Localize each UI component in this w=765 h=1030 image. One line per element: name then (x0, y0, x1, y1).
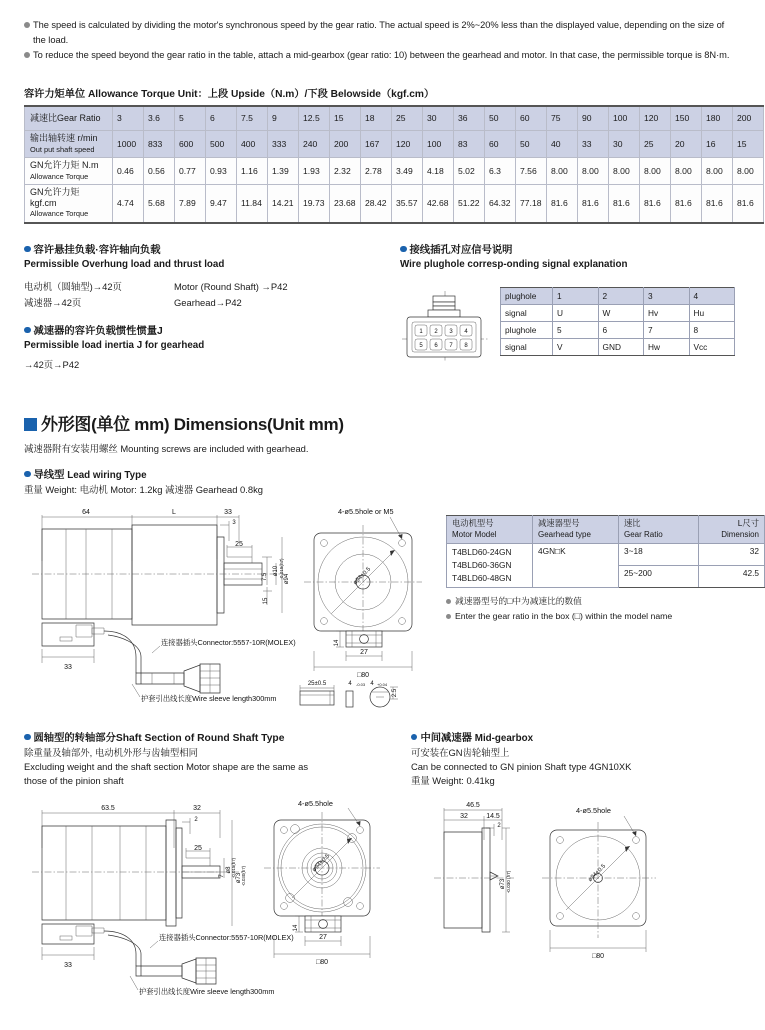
mid-gearbox-title-cn: 中间减速器 (420, 732, 472, 744)
lead-wiring-body (24, 501, 759, 716)
torque-row-label: GN允许力矩 N.m Allowance Torque (25, 158, 113, 185)
blue-bullet-icon (24, 327, 31, 334)
lead-wiring-title-en: Lead wiring Type (67, 469, 147, 481)
overhung-ref-cn: 减速器→42页 (24, 296, 82, 308)
overhung-column (24, 244, 400, 372)
torque-cell: 90 (578, 106, 609, 131)
dim-14b: 14 (293, 924, 299, 931)
torque-cell: 200 (733, 106, 764, 131)
model-table-block (446, 501, 765, 716)
plughole-cell: Hu (689, 304, 735, 321)
torque-cell: 120 (640, 106, 671, 131)
pcd-label-3: ø94±0.5 (587, 862, 608, 883)
torque-cell: 40 (547, 131, 578, 158)
model-table-header-row (447, 515, 765, 543)
torque-cell: 7.89 (175, 185, 206, 223)
torque-cell: 150 (671, 106, 702, 131)
note-text: To reduce the speed beyond the gear ratio in the table, attach a mid-gearbox (gear ratio: 10) between the gearhead and motor. In that case, the permissible torque is 8N·m. (33, 50, 730, 60)
bottom-sections (24, 732, 735, 788)
round-shaft-drawing (24, 798, 424, 996)
dim-63-5: 63.5 (101, 804, 115, 812)
bottom-drawings (24, 798, 735, 996)
torque-cell: 100 (423, 131, 454, 158)
plughole-row (501, 338, 735, 355)
dim-d73b-tol: -0.030 (h7) (506, 870, 511, 893)
plughole-cell: 8 (689, 321, 735, 338)
torque-cell: 51.22 (454, 185, 485, 223)
torque-cell: 81.6 (578, 185, 609, 223)
torque-cell: 2.78 (361, 158, 392, 185)
torque-cell: 75 (547, 106, 578, 131)
connector-pin-label: 2 (434, 328, 438, 335)
torque-table-caption: 容许力矩单位 Allowance Torque Unit：上段 Upside（N.m）/下段 Belowside（kgf.cm） (24, 88, 435, 100)
note-text: The speed is calculated by dividing the motor's synchronous speed by the gear ratio. The actual speed is 2%~20% less than the displayed value, depending on the size of the load. (33, 20, 725, 45)
torque-cell: 64.32 (485, 185, 516, 223)
plughole-cell: 3 (644, 287, 690, 304)
model-table-header-cell: 减速器型号 Gearhead type (533, 515, 619, 543)
dim-key4b: 4 (370, 680, 374, 687)
torque-cell: 167 (361, 131, 392, 158)
plughole-title (400, 244, 735, 258)
torque-cell: 50 (485, 106, 516, 131)
torque-cell: 3.6 (144, 106, 175, 131)
dim-d8: ø8 (226, 865, 232, 874)
mid-gearbox-title (411, 732, 735, 746)
torque-cell: 36 (454, 106, 485, 131)
blue-square-icon (24, 418, 37, 431)
sleeve-label: 护套引出线长度Wire sleeve length300mm (141, 693, 277, 703)
torque-cell: 100 (609, 106, 640, 131)
torque-cell: 6.3 (485, 158, 516, 185)
info-columns (24, 244, 735, 372)
model-table-header-cell: 速比 Gear Ratio (619, 515, 699, 543)
torque-cell: 1.16 (237, 158, 268, 185)
overhung-title-cn: 容许悬挂负载·容许轴向负载 (33, 244, 161, 256)
torque-cell: 30 (609, 131, 640, 158)
torque-cell: 6 (206, 106, 237, 131)
round-shaft-title (24, 732, 411, 746)
blue-bullet-icon (400, 246, 407, 253)
torque-cell: 8.00 (702, 158, 733, 185)
torque-cell: 81.6 (609, 185, 640, 223)
dim-key4b-tol: +0.04 (377, 681, 388, 687)
plughole-cell: Vcc (689, 338, 735, 355)
bullet-dot-icon (24, 52, 30, 58)
torque-cell: 240 (299, 131, 330, 158)
bullet-dot-icon (24, 22, 30, 28)
torque-cell: 18 (361, 106, 392, 131)
torque-cell: 180 (702, 106, 733, 131)
torque-cell: 8.00 (578, 158, 609, 185)
overhung-ref-en: Gearhead→P42 (174, 296, 242, 308)
dim-L: L (172, 508, 176, 516)
torque-cell: 4.74 (113, 185, 144, 223)
dim-46-5: 46.5 (466, 801, 480, 809)
mid-gearbox-section (411, 732, 735, 788)
pcd-label: ø94±0.5 (352, 565, 373, 586)
dim-d73b: ø73 (500, 878, 506, 889)
torque-cell: 500 (206, 131, 237, 158)
dim-32b: 32 (460, 812, 468, 820)
torque-table-row (25, 131, 764, 158)
torque-cell: 30 (423, 106, 454, 131)
torque-cell: 23.68 (330, 185, 361, 223)
plughole-cell: 7 (644, 321, 690, 338)
torque-cell: 42.68 (423, 185, 454, 223)
model-note-cn: 减速器型号的□中为减速比的数值 (455, 595, 582, 606)
lead-wiring-title-cn: 导线型 (33, 469, 65, 481)
torque-cell: 60 (485, 131, 516, 158)
dim-key4a-tol: -0.03 (356, 681, 366, 687)
model-dimension: 42.5 (699, 565, 765, 587)
model-gearhead-type: 4GN□K (533, 543, 619, 587)
torque-table (24, 105, 764, 224)
lead-wiring-weight: 重量 Weight: 电动机 Motor: 1.2kg 减速器 Gearhead 0.8kg (24, 483, 263, 495)
torque-cell: 7.56 (516, 158, 547, 185)
mid-gearbox-title-en: Mid-gearbox (474, 732, 534, 744)
torque-cell: 8.00 (547, 158, 578, 185)
torque-cell: 0.46 (113, 158, 144, 185)
torque-cell: 33 (578, 131, 609, 158)
dim-25b: 25 (194, 844, 202, 852)
dim-key25: 25±0.5 (307, 680, 327, 687)
dim-15: 15 (263, 597, 269, 604)
dim-14: 14 (334, 639, 340, 646)
overhung-title (24, 244, 400, 258)
torque-cell: 81.6 (547, 185, 578, 223)
dim-33b: 33 (64, 961, 72, 969)
round-shaft-line-cn: 除重量及轴部外, 电动机外形与齿轴型相同 (24, 746, 198, 758)
dimensions-title (24, 410, 735, 435)
torque-cell: 50 (516, 131, 547, 158)
plughole-cell: Hv (644, 304, 690, 321)
torque-cell: 0.77 (175, 158, 206, 185)
dim-d10-tol: -0.015(h7) (279, 557, 284, 580)
note-item (24, 18, 735, 47)
round-shaft-line-en1: Excluding weight and the shaft section Motor shape are the same as (24, 760, 309, 772)
torque-cell: 15 (330, 106, 361, 131)
plughole-row-key: signal (501, 304, 553, 321)
model-dimension: 32 (699, 543, 765, 565)
model-table-header-cell: 电动机型号 Motor Model (447, 515, 533, 543)
lead-wiring-title (24, 469, 735, 483)
torque-cell: 8.00 (671, 158, 702, 185)
plughole-content (400, 287, 735, 363)
torque-cell: 7.5 (237, 106, 268, 131)
plughole-cell: U (553, 304, 599, 321)
plughole-cell: 2 (598, 287, 644, 304)
overhung-ref-cn: 电动机（圆轴型)→42页 (24, 280, 122, 292)
connector-pin-label: 5 (419, 342, 423, 349)
model-table-row (447, 543, 765, 565)
sleeve-label-2: 护套引出线长度Wire sleeve length300mm (139, 986, 275, 996)
overhung-ref-row (24, 295, 400, 311)
lead-wiring-drawings (24, 501, 434, 716)
inertia-title (24, 325, 400, 339)
dim-key25h: 2.5 (392, 688, 398, 697)
hole-label-3: 4-ø5.5hole (576, 805, 611, 815)
dim-14-5: 14.5 (486, 812, 500, 820)
dim-d10: ø10 (273, 565, 279, 576)
dim-27b: 27 (319, 933, 327, 941)
torque-row-label: GN允许力矩 kgf.cm Allowance Torque (25, 185, 113, 223)
plughole-cell: V (553, 338, 599, 355)
torque-cell: 83 (454, 131, 485, 158)
connector-pin-label: 6 (434, 342, 438, 349)
torque-cell: 8.00 (640, 158, 671, 185)
pcd-label-2: ø94±0.5 (311, 852, 332, 873)
connector-label: 连接器插头Connector:5557-10R(MOLEX) (161, 637, 296, 647)
dim-key4a: 4 (348, 680, 352, 687)
connector-diagram (400, 291, 490, 363)
torque-cell: 200 (330, 131, 361, 158)
torque-cell: 1000 (113, 131, 144, 158)
torque-cell: 5.02 (454, 158, 485, 185)
inertia-title-en: Permissible load inertia J for gearhead (24, 339, 205, 351)
dim-2b: 2 (497, 822, 501, 829)
torque-cell: 81.6 (733, 185, 764, 223)
plughole-cell: Hw (644, 338, 690, 355)
torque-cell: 1.39 (268, 158, 299, 185)
torque-cell: 81.6 (640, 185, 671, 223)
torque-table-row (25, 106, 764, 131)
dim-27: 27 (360, 648, 368, 656)
blue-bullet-icon (24, 471, 31, 478)
hole-label-2: 4-ø5.5hole (298, 798, 333, 808)
inertia-title-cn: 减速器的容许负载惯性惯量J (33, 325, 163, 337)
torque-cell: 14.21 (268, 185, 299, 223)
dim-3: 3 (232, 519, 236, 526)
dim-d8-tol: -0.015(h7) (231, 857, 236, 878)
dim-d73-tol: -0.030(h7) (241, 865, 246, 886)
connector-pin-label: 7 (449, 342, 453, 349)
dim-64: 64 (82, 508, 90, 516)
torque-cell: 8.00 (733, 158, 764, 185)
bullet-dot-icon (446, 599, 451, 604)
blue-bullet-icon (411, 734, 418, 741)
overhung-ref-row (24, 279, 400, 295)
torque-cell: 15 (733, 131, 764, 158)
torque-cell: 600 (175, 131, 206, 158)
dim-sq80b: □80 (315, 958, 329, 966)
inertia-ref: →42页→P42 (24, 358, 80, 370)
plughole-cell: GND (598, 338, 644, 355)
connector-pin-label: 1 (419, 328, 423, 335)
torque-cell: 400 (237, 131, 268, 158)
round-shaft-section (24, 732, 411, 788)
dim-d94: ø94 (284, 573, 290, 584)
top-notes (24, 0, 735, 63)
torque-row-label: 减速比Gear Ratio (25, 106, 113, 131)
plughole-row-key: plughole (501, 287, 553, 304)
plughole-title-en: Wire plughole corresp-onding signal explanation (400, 258, 628, 270)
model-note (446, 609, 765, 624)
torque-cell: 25 (640, 131, 671, 158)
torque-cell: 1.93 (299, 158, 330, 185)
note-item (24, 48, 735, 63)
bullet-dot-icon (446, 614, 451, 619)
plughole-row (501, 304, 735, 321)
torque-cell: 9 (268, 106, 299, 131)
mid-gearbox-line-cn: 可安装在GN齿轮轴型上 (410, 746, 510, 758)
plughole-cell: W (598, 304, 644, 321)
model-table (446, 515, 765, 588)
torque-cell: 12.5 (299, 106, 330, 131)
dim-33-bottom: 33 (64, 663, 72, 671)
dimensions-title-text: 外形图(单位 mm) Dimensions(Unit mm) (41, 414, 344, 434)
torque-cell: 28.42 (361, 185, 392, 223)
model-ratio: 25~200 (619, 565, 699, 587)
torque-cell: 16 (702, 131, 733, 158)
plughole-row (501, 287, 735, 304)
model-motor-models: T4BLD60-24GN T4BLD60-36GN T4BLD60-48GN (447, 543, 533, 587)
plughole-cell: 6 (598, 321, 644, 338)
dim-33: 33 (224, 508, 232, 516)
dim-25: 25 (235, 540, 243, 548)
plughole-title-cn: 接线插孔对应信号说明 (409, 244, 513, 256)
torque-cell: 333 (268, 131, 299, 158)
dim-2: 2 (194, 816, 198, 823)
round-shaft-title-cn: 圆轴型的转轴部分 (33, 732, 116, 744)
dim-sq80c: □80 (591, 952, 605, 960)
torque-cell: 3.49 (392, 158, 423, 185)
plughole-row-key: signal (501, 338, 553, 355)
torque-cell: 81.6 (671, 185, 702, 223)
lead-wiring-section (24, 469, 735, 497)
model-note-en: Enter the gear ratio in the box (□) within the model name (455, 610, 673, 621)
torque-cell: 9.47 (206, 185, 237, 223)
plughole-cell: 1 (553, 287, 599, 304)
dim-32: 32 (193, 804, 201, 812)
blue-bullet-icon (24, 246, 31, 253)
dim-7: 7 (219, 873, 225, 878)
mid-gearbox-weight: 重量 Weight: 0.41kg (410, 774, 495, 786)
plughole-row-key: plughole (501, 321, 553, 338)
blue-bullet-icon (24, 734, 31, 741)
model-table-header-cell: L尺寸 Dimension (699, 515, 765, 543)
torque-cell: 35.57 (392, 185, 423, 223)
torque-cell: 0.93 (206, 158, 237, 185)
plughole-row (501, 321, 735, 338)
torque-row-label: 输出轴转速 r/min Out put shaft speed (25, 131, 113, 158)
torque-cell: 25 (392, 106, 423, 131)
torque-cell: 8.00 (609, 158, 640, 185)
torque-cell: 5 (175, 106, 206, 131)
dimensions-section (24, 410, 735, 455)
hole-label: 4-ø5.5hole or M5 (338, 506, 394, 516)
connector-pin-label: 4 (464, 328, 468, 335)
torque-table-row (25, 185, 764, 223)
torque-cell: 11.84 (237, 185, 268, 223)
plughole-cell: 4 (689, 287, 735, 304)
model-ratio: 3~18 (619, 543, 699, 565)
torque-cell: 5.68 (144, 185, 175, 223)
torque-cell: 20 (671, 131, 702, 158)
torque-cell: 2.32 (330, 158, 361, 185)
torque-cell: 19.73 (299, 185, 330, 223)
round-shaft-line-en2: those of the pinion shaft (24, 774, 124, 786)
torque-cell: 833 (144, 131, 175, 158)
round-shaft-title-en: Shaft Section of Round Shaft Type (115, 732, 285, 744)
torque-cell: 3 (113, 106, 144, 131)
dim-sq80: □80 (356, 671, 370, 679)
mid-gearbox-line-en: Can be connected to GN pinion Shaft type 4GN10XK (410, 760, 632, 772)
dim-7-5: 7.5 (262, 572, 268, 581)
connector-label-2: 连接器插头Connector:5557-10R(MOLEX) (159, 932, 294, 942)
plughole-cell: 5 (553, 321, 599, 338)
plughole-table (500, 287, 735, 356)
torque-cell: 77.18 (516, 185, 547, 223)
torque-table-row (25, 158, 764, 185)
torque-cell: 120 (392, 131, 423, 158)
mid-gearbox-drawing (424, 798, 764, 978)
torque-cell: 0.56 (144, 158, 175, 185)
connector-pin-label: 3 (449, 328, 453, 335)
overhung-ref-en: Motor (Round Shaft) →P42 (174, 280, 288, 292)
dimensions-subtitle: 减速器附有安装用螺丝 Mounting screws are included with gearhead. (24, 442, 309, 454)
torque-cell: 60 (516, 106, 547, 131)
plughole-column (400, 244, 735, 372)
torque-cell: 4.18 (423, 158, 454, 185)
overhung-title-en: Permissible Overhung load and thrust load (24, 258, 225, 270)
connector-pin-label: 8 (464, 342, 468, 349)
model-note (446, 594, 765, 609)
torque-cell: 81.6 (702, 185, 733, 223)
dim-d73: ø73 (236, 872, 242, 883)
